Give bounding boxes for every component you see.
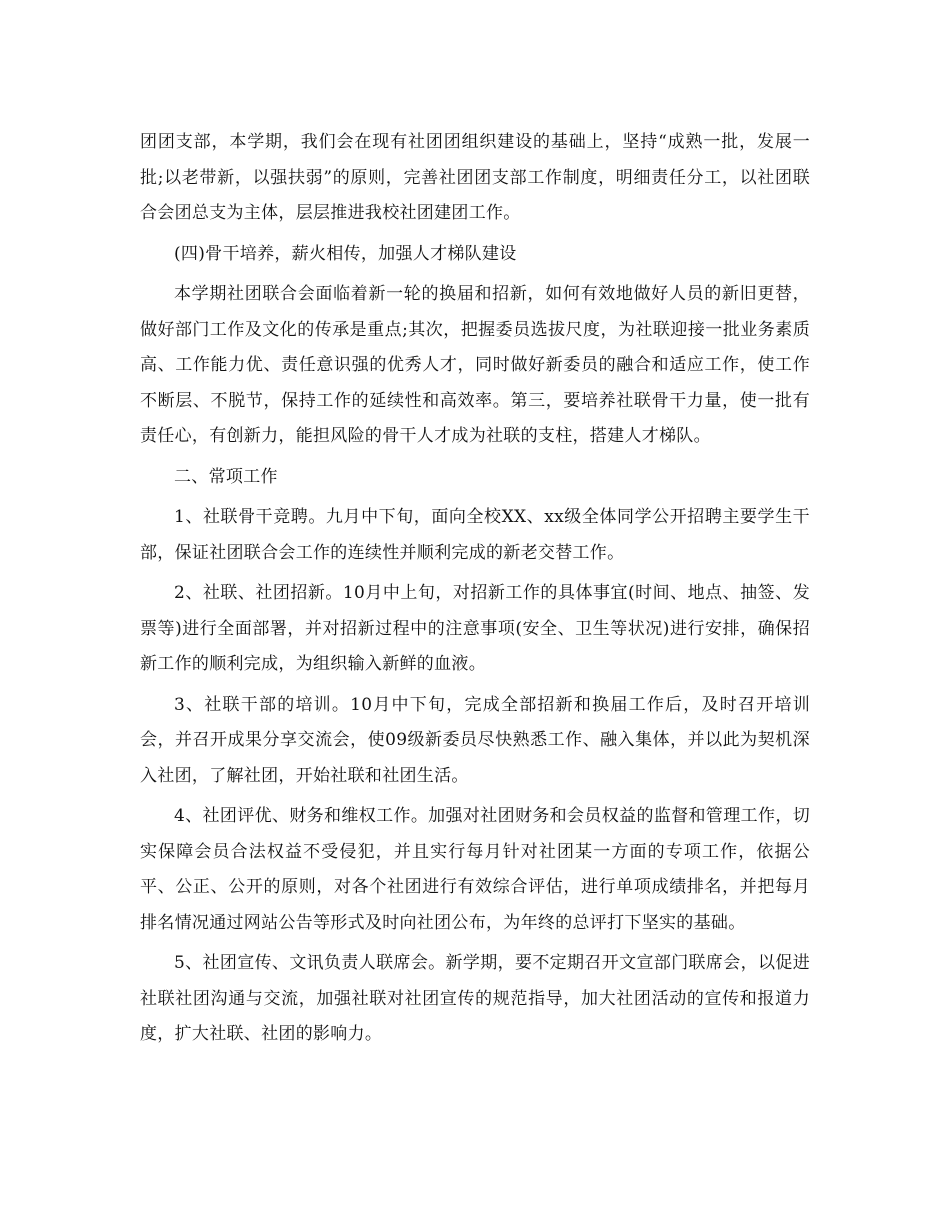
section-heading-routine-work: 二、常项工作	[174, 466, 278, 487]
paragraph-continuation: 团团支部，本学期，我们会在现有社团团组织建设的基础上，坚持“成熟一批，发展一批;以老带新，以强扶弱”的原则，完善社团团支部工作制度，明细责任分工，以社团联合会团总支为主体，层层推进我校社团建团工作。	[140, 132, 810, 223]
paragraph-talent-training: 本学期社团联合会面临着新一轮的换届和招新，如何有效地做好人员的新旧更替，做好部门工作及文化的传承是重点;其次，把握委员选拔尺度，为社联迎接一批业务素质高、工作能力优、责任意识强的优秀人才，同时做好新委员的融合和适应工作，使工作不断层、不脱节，保持工作的延续性和高效率。第三，要培养社联骨干力量，使一批有责任心，有创新力，能担风险的骨干人才成为社联的支柱，搭建人才梯队。	[140, 284, 810, 446]
list-item-1: 1、社联骨干竞聘。九月中下旬，面向全校XX、xx级全体同学公开招聘主要学生干部，保证社团联合会工作的连续性并顺利完成的新老交替工作。	[140, 507, 810, 563]
list-item-4: 4、社团评优、财务和维权工作。加强对社团财务和会员权益的监督和管理工作，切实保障会员合法权益不受侵犯，并且实行每月针对社团某一方面的专项工作，依据公平、公正、公开的原则，对各个社团进行有效综合评估，进行单项成绩排名，并把每月排名情况通过网站公告等形式及时向社团公布，为年终的总评打下坚实的基础。	[140, 806, 810, 933]
document-body	[140, 125, 810, 1058]
list-item-2: 2、社联、社团招新。10月中上旬，对招新工作的具体事宜(时间、地点、抽签、发票等)进行全面部署，并对招新过程中的注意事项(安全、卫生等状况)进行安排，确保招新工作的顺利完成，为组织输入新鲜的血液。	[140, 583, 810, 674]
list-item-5: 5、社团宣传、文讯负责人联席会。新学期，要不定期召开文宣部门联席会，以促进社联社团沟通与交流，加强社联对社团宣传的规范指导，加大社团活动的宣传和报道力度，扩大社联、社团的影响力。	[140, 953, 810, 1044]
list-item-3: 3、社联干部的培训。10月中下旬，完成全部招新和换届工作后，及时召开培训会，并召开成果分享交流会，使09级新委员尽快熟悉工作、融入集体，并以此为契机深入社团，了解社团，开始社联和社团生活。	[140, 694, 810, 786]
section-heading-4: (四)骨干培养，薪火相传，加强人才梯队建设	[174, 243, 517, 264]
